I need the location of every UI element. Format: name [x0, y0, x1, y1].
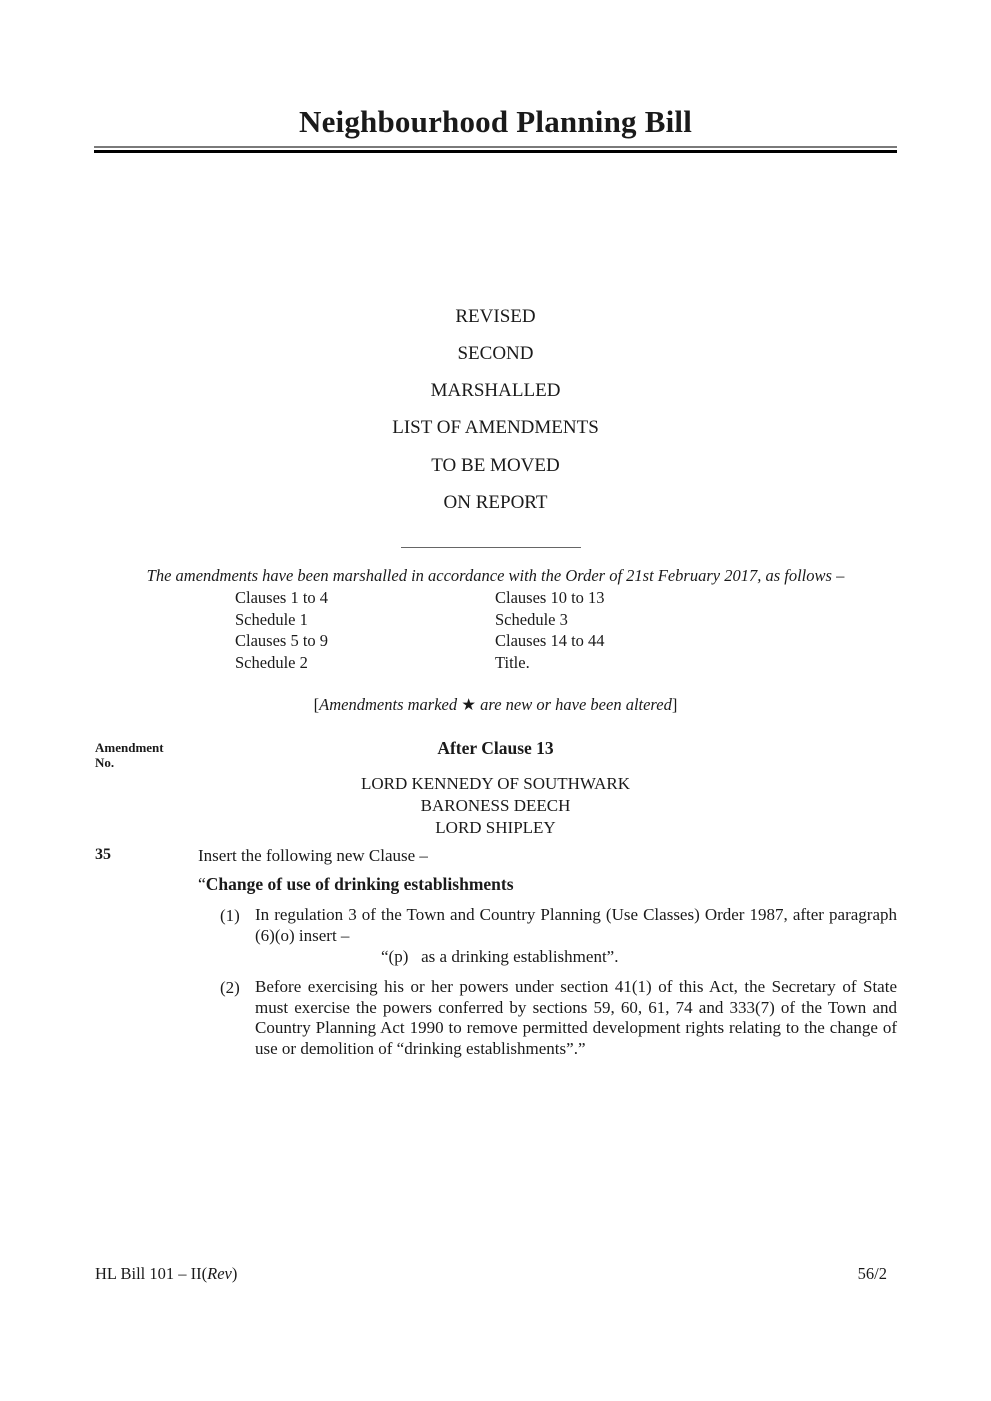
bill-reference: HL Bill 101 – II(Rev) [95, 1264, 238, 1283]
amendment-number: 35 [95, 846, 111, 863]
marshalling-column-left [235, 587, 328, 673]
star-icon: ★ [461, 695, 477, 714]
subsection-text: Before exercising his or her powers under section 41(1) of this Act, the Secretary of State must exercise the powers conferred by sections 59, 60, 61, 74 and 333(7) of the Town and Country Planning Act 1990 to remove permitted development rights relating to the change of use or demolition of “drinking establishments”.” [255, 977, 897, 1058]
marshalling-item: Clauses 10 to 13 [495, 588, 605, 607]
starred-amendments-note: [Amendments marked ★ are new or have been altered] [313, 695, 678, 714]
marshalling-item: Clauses 1 to 4 [235, 588, 329, 607]
new-clause-heading: “Change of use of drinking establishments [198, 874, 514, 894]
subsection-text: In regulation 3 of the Town and Country Planning (Use Classes) Order 1987, after paragraph (6)(o) insert – [255, 905, 897, 945]
cover-line-second: SECOND [457, 343, 534, 364]
cover-line-on-report: ON REPORT [443, 492, 548, 513]
marshalling-intro: The amendments have been marshalled in accordance with the Order of 21st February 2017, as follows – [146, 566, 845, 585]
marshalling-item: Schedule 3 [495, 609, 568, 629]
marshalling-item: Clauses 14 to 44 [495, 631, 605, 650]
marshalling-item: Schedule 2 [235, 652, 308, 672]
marshalling-column-right [495, 587, 605, 673]
title-rule-thick [94, 150, 897, 153]
document-title: Neighbourhood Planning Bill [298, 104, 693, 139]
sponsor-name: LORD KENNEDY OF SOUTHWARK [360, 774, 630, 793]
amendment-instruction: Insert the following new Clause – [198, 846, 428, 865]
marshalling-item: Title. [495, 652, 530, 672]
title-rule-thin [94, 146, 897, 148]
marshalling-item: Clauses 5 to 9 [235, 631, 329, 650]
cover-line-revised: REVISED [455, 306, 536, 327]
inserted-paragraph: “(p) as a drinking establishment”. [381, 947, 619, 966]
sponsor-name: LORD SHIPLEY [435, 818, 556, 837]
marshalling-item: Schedule 1 [235, 609, 308, 629]
sponsor-name: BARONESS DEECH [420, 796, 571, 815]
cover-line-to-be-moved: TO BE MOVED [431, 455, 560, 476]
amendment-number-label: Amendment No. [95, 740, 164, 770]
subsection-number: (1) [220, 906, 240, 925]
page-reference: 56/2 [857, 1264, 887, 1283]
section-heading: After Clause 13 [437, 738, 554, 758]
section-separator [401, 547, 581, 548]
cover-line-list-of-amendments: LIST OF AMENDMENTS [392, 417, 599, 438]
sponsor-list [0, 773, 991, 839]
subsection-number: (2) [220, 978, 240, 997]
cover-line-marshalled: MARSHALLED [430, 380, 561, 401]
